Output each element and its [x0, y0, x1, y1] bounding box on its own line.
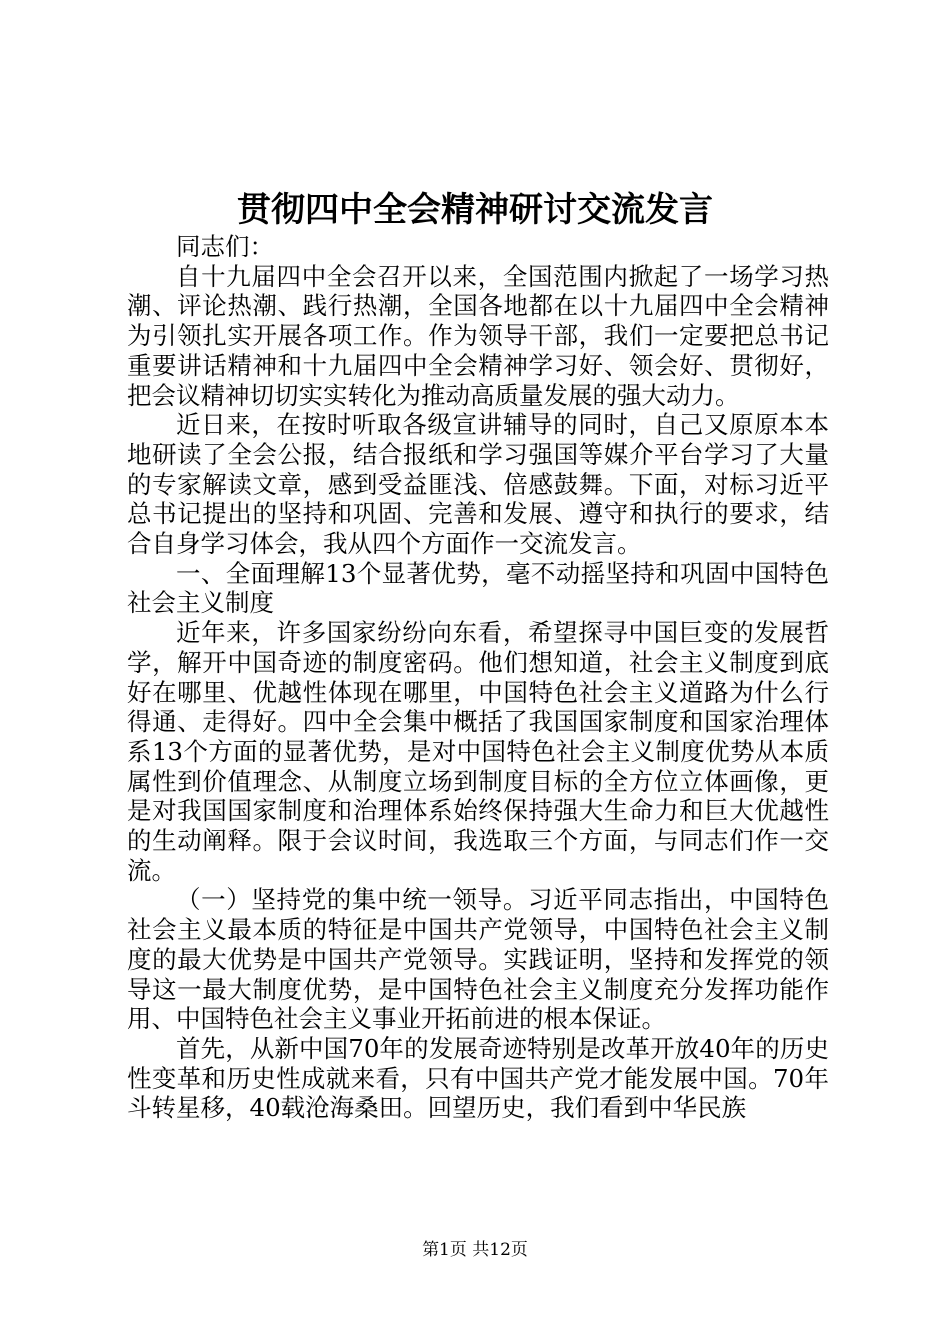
- body-paragraph: 近年来，许多国家纷纷向东看，希望探寻中国巨变的发展哲学，解开中国奇迹的制度密码。他们想知道，社会主义制度到底好在哪里、优越性体现在哪里，中国特色社会主义道路为什么行得通、走得好。四中全会集中概括了我国国家制度和国家治理体系13个方面的显著优势，是对中国特色社会主义制度优势从本质属性到价值理念、从制度立场到制度目标的全方位立体画像，更是对我国国家制度和治理体系始终保持强大生命力和巨大优越性的生动阐释。限于会议时间，我选取三个方面，与同志们作一交流。: [127, 618, 829, 885]
- document-title: 贯彻四中全会精神研讨交流发言: [237, 190, 713, 230]
- page-footer: 第1页 共12页: [422, 1240, 528, 1260]
- body-paragraph: 近日来，在按时听取各级宣讲辅导的同时，自己又原原本本地研读了全会公报，结合报纸和学习强国等媒介平台学习了大量的专家解读文章，感到受益匪浅、倍感鼓舞。下面，对标习近平总书记提出的坚持和巩固、完善和发展、遵守和执行的要求，结合自身学习体会，我从四个方面作一交流发言。: [127, 410, 829, 559]
- section-heading: 一、全面理解13个显著优势，毫不动摇坚持和巩固中国特色社会主义制度: [127, 558, 829, 618]
- subsection-paragraph: （一）坚持党的集中统一领导。习近平同志指出，中国特色社会主义最本质的特征是中国共产党领导，中国特色社会主义制度的最大优势是中国共产党领导。实践证明，坚持和发挥党的领导这一最大制度优势，是中国特色社会主义制度充分发挥功能作用、中国特色社会主义事业开拓前进的根本保证。: [127, 885, 829, 1034]
- body-paragraph: 自十九届四中全会召开以来，全国范围内掀起了一场学习热潮、评论热潮、践行热潮，全国各地都在以十九届四中全会精神为引领扎实开展各项工作。作为领导干部，我们一定要把总书记重要讲话精神和十九届四中全会精神学习好、领会好、贯彻好，把会议精神切切实实转化为推动高质量发展的强大动力。: [127, 261, 829, 410]
- body-paragraph: 首先，从新中国70年的发展奇迹特别是改革开放40年的历史性变革和历史性成就来看，只有中国共产党才能发展中国。70年斗转星移，40载沧海桑田。回望历史，我们看到中华民族: [127, 1033, 829, 1123]
- salutation-paragraph: 同志们：: [176, 232, 274, 261]
- document-body: [127, 232, 829, 1123]
